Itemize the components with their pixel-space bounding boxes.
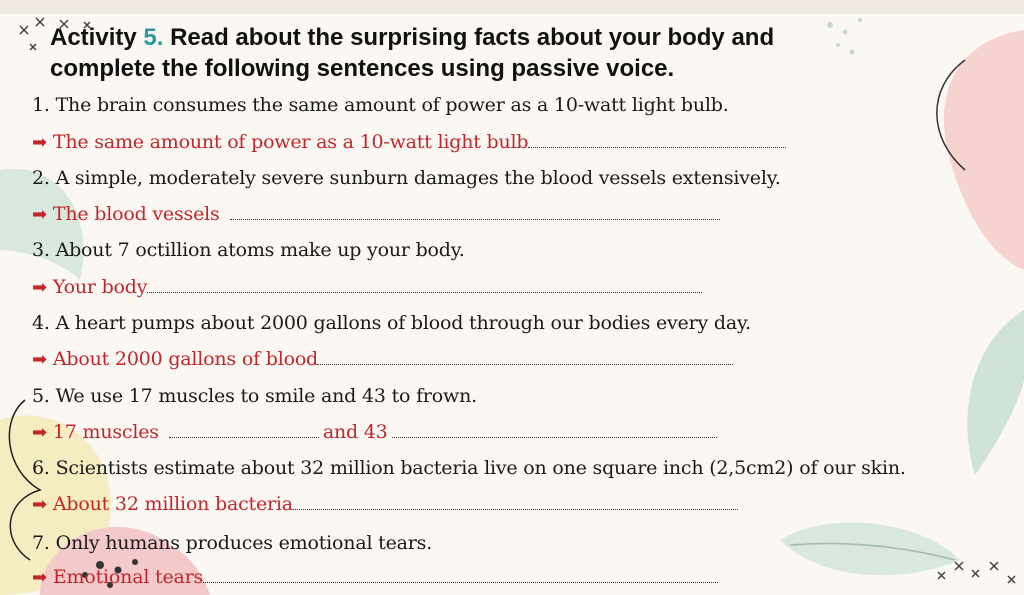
- answer-prefix-5: 17 muscles: [52, 421, 159, 443]
- arrow-icon: ➡: [32, 422, 47, 443]
- answer-prefix-1: The same amount of power as a 10-watt light bulb: [52, 131, 529, 153]
- answer-blank-6[interactable]: [293, 508, 738, 510]
- answer-mid-5: and 43: [322, 421, 388, 443]
- sentence-2: 2. A simple, moderately severe sunburn damages the blood vessels extensively.: [32, 167, 781, 189]
- answer-blank-4[interactable]: [318, 363, 733, 365]
- heading-text: Read about the surprising facts about your body and: [170, 24, 775, 51]
- activity-heading: [50, 22, 880, 84]
- answer-blank-3[interactable]: [147, 291, 702, 293]
- answer-blank-1[interactable]: [528, 146, 786, 148]
- answer-blank-5a[interactable]: [169, 436, 319, 438]
- arrow-icon: ➡: [32, 349, 47, 370]
- cross-decoration-bottom: [938, 562, 1015, 583]
- sentence-1: 1. The brain consumes the same amount of power as a 10-watt light bulb.: [32, 94, 729, 116]
- answer-row-3: [32, 276, 702, 298]
- answer-row-5: [32, 421, 717, 443]
- answer-blank-5b[interactable]: [392, 436, 717, 438]
- arrow-icon: ➡: [32, 494, 47, 515]
- answer-row-7: [32, 566, 718, 588]
- answer-prefix-7: Emotional tears: [52, 566, 204, 588]
- arrow-icon: ➡: [32, 204, 47, 225]
- heading-line2: complete the following sentences using passive voice.: [50, 55, 675, 82]
- arrow-icon: ➡: [32, 567, 47, 588]
- answer-row-4: [32, 348, 733, 370]
- answer-prefix-3: Your body: [52, 276, 148, 298]
- sentence-7: 7. Only humans produces emotional tears.: [32, 532, 433, 554]
- leaf-right: [967, 310, 1024, 475]
- answer-prefix-4: About 2000 gallons of blood: [52, 348, 319, 370]
- answer-row-2: [32, 203, 720, 225]
- heading-label: Activity: [50, 24, 137, 51]
- sentence-5: 5. We use 17 muscles to smile and 43 to frown.: [32, 385, 477, 407]
- answer-blank-2[interactable]: [230, 218, 720, 220]
- arrow-icon: ➡: [32, 132, 47, 153]
- pink-blob: [944, 30, 1024, 270]
- sentence-6: 6. Scientists estimate about 32 million bacteria live on one square inch (2,5cm2) of our skin.: [32, 457, 906, 479]
- answer-row-1: [32, 131, 786, 153]
- heading-number: 5.: [143, 24, 164, 51]
- sentence-3: 3. About 7 octillion atoms make up your body.: [32, 239, 465, 261]
- answer-blank-7[interactable]: [203, 581, 718, 583]
- answer-row-6: [32, 493, 738, 515]
- answer-prefix-2: The blood vessels: [52, 203, 220, 225]
- answer-prefix-6: About 32 million bacteria: [52, 493, 293, 515]
- sentence-4: 4. A heart pumps about 2000 gallons of blood through our bodies every day.: [32, 312, 751, 334]
- arrow-icon: ➡: [32, 277, 47, 298]
